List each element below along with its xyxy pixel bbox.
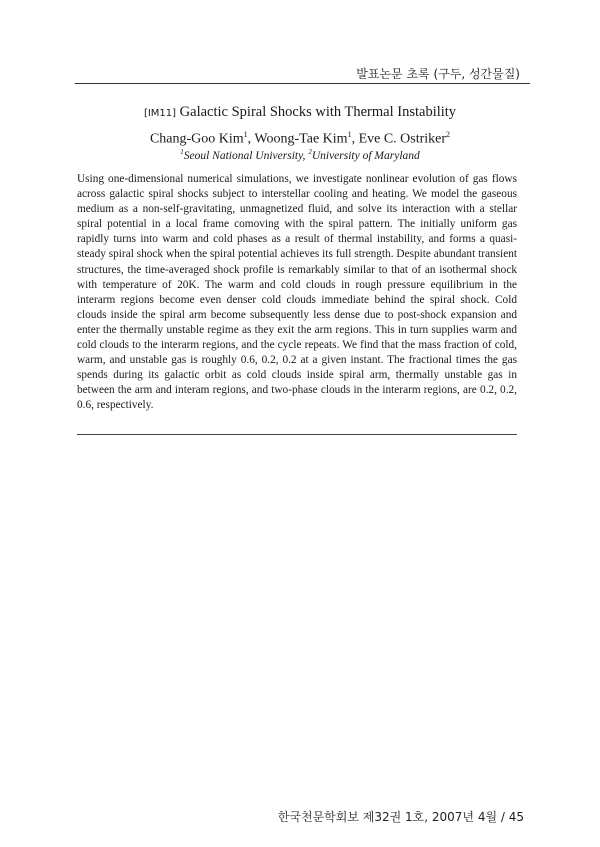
page-footer: 한국천문학회보 제32권 1호, 2007년 4월 / 45 xyxy=(277,810,524,824)
author-separator: , xyxy=(351,131,359,147)
author-list xyxy=(0,130,600,148)
author-name: Woong-Tae Kim xyxy=(254,131,348,147)
author-affil-mark: 1 xyxy=(243,130,248,139)
section-label: 발표논문 초록 (구두, 성간물질) xyxy=(356,67,520,81)
affil-mark: 1 xyxy=(180,148,184,156)
bottom-rule xyxy=(77,434,517,435)
title-text: Galactic Spiral Shocks with Thermal Instability xyxy=(179,104,457,120)
paper-title xyxy=(0,104,600,121)
affil-mark: 2 xyxy=(308,148,312,156)
author-separator: , xyxy=(247,131,255,147)
affil-name: University of Maryland xyxy=(311,149,420,162)
author-affil-mark: 2 xyxy=(446,130,451,139)
header-rule xyxy=(75,83,530,84)
author-name: Eve C. Ostriker xyxy=(358,131,447,147)
abstract-body: Using one-dimensional numerical simulations, we investigate nonlinear evolution of gas flows across galactic spiral shocks subject to interstellar cooling and heating. We model the gaseous medium as a non-self-gravitating, unmagnetized fluid, and solve its interaction with a stellar spiral potential in a local frame comoving with the spiral pattern. The initially uniform gas rapidly turns into warm and cold phases as a result of thermal instability, and forms a quasi-steady spiral shock when the spiral potential achieves its full strength. Despite abundant transient structures, the time-averaged shock profile is remarkably similar to that of an isothermal shock with temperature of 20K. The warm and cold clouds in rough pressure equilibrium in the interarm regions become even denser cold clouds immediate behind the spiral shock. Cold clouds inside the spiral arm become subsequently less dense due to post-shock expansion and enter the thermally unstable regime as they exit the arm regions. This in turn supplies warm and cold clouds to the interarm regions, and the cycle repeats. We find that the mass fraction of cold, warm, and unstable gas is roughly 0.6, 0.2, 0.2 at a given instant. The fractional times the gas spends during its galactic orbit as cold clouds inside spiral arm, thermally unstable gas in between the arm and interam regions, and two-phase clouds in the interarm regions, are 0.2, 0.2, 0.6, respectively. xyxy=(77,173,517,412)
affiliations xyxy=(0,148,600,162)
affil-name: Seoul National University, xyxy=(183,149,309,162)
author-affil-mark: 1 xyxy=(347,130,352,139)
author-name: Chang-Goo Kim xyxy=(149,131,244,147)
abstract-code: [IM11] xyxy=(143,108,177,119)
